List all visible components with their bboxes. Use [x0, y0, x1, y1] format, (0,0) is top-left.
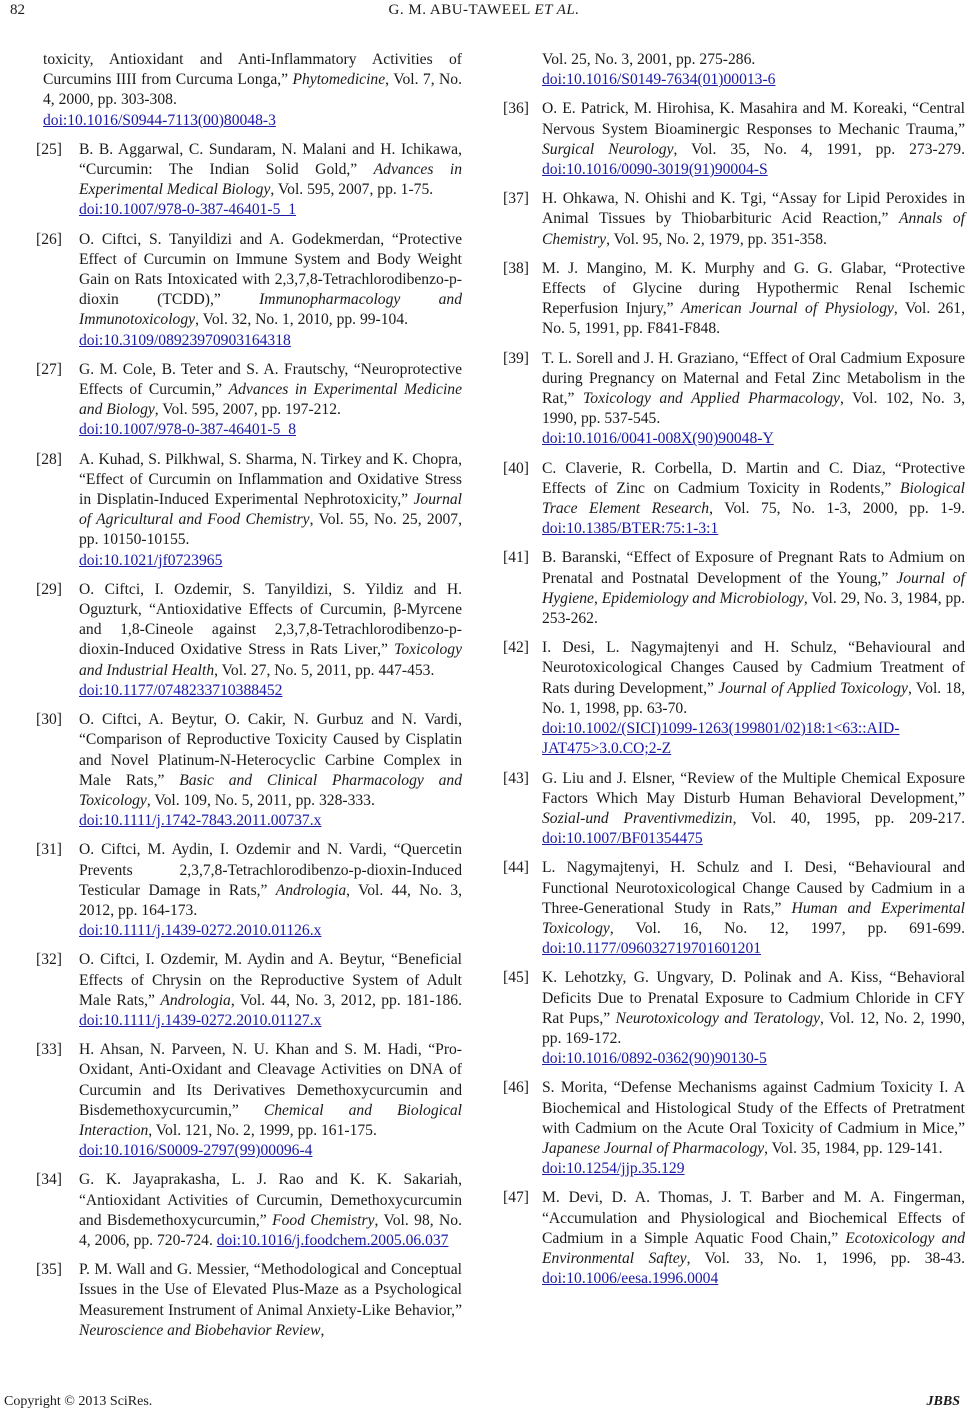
reference-text: , Vol. 55, No. 25, 2007, pp. 10150-10155. — [79, 511, 463, 549]
reference-text: I. Desi, L. Nagymajtenyi and H. Schulz, “Behavioural and Neurotoxicological Changes Caused by Cadmium Treatment of Rats during Development,” — [542, 639, 965, 697]
doi-link[interactable]: doi:10.1021/jf0723965 — [79, 551, 223, 569]
reference-number: [47] — [503, 1189, 529, 1207]
journal-name: Biological Trace Element Research — [542, 479, 965, 518]
reference-entry — [503, 259, 965, 340]
page-footer — [0, 1394, 968, 1414]
reference-text: , Vol. 35, 1984, pp. 129-141. — [764, 1139, 943, 1157]
journal-name: Surgical Neurology — [542, 140, 674, 158]
reference-entry — [36, 1170, 462, 1251]
reference-number: [32] — [36, 951, 62, 969]
doi-link[interactable]: doi:10.1016/j.foodchem.2005.06.037 — [216, 1231, 449, 1249]
reference-text: , Vol. 109, No. 5, 2011, pp. 328-333. — [146, 791, 375, 809]
journal-name: Basic and Clinical Pharmacology and Toxicology — [79, 771, 462, 809]
reference-text: T. L. Sorell and J. H. Graziano, “Effect of Oral Cadmium Exposure during Pregnancy on Maternal and Fetal Zinc Metabolism in the Rat,” — [542, 349, 965, 408]
reference-text: H. Ahsan, N. Parveen, N. U. Khan and S. M. Hadi, “Pro-Oxidant, Anti-Oxidant and Cleavage Activities on DNA of Curcumin and Its Derivatives Demethoxycurcumin and Bisdemethoxycurcumin,” — [79, 1041, 462, 1119]
reference-entry — [503, 1188, 965, 1289]
reference-number: [46] — [503, 1079, 529, 1097]
reference-number: [27] — [36, 360, 62, 378]
reference-text: H. Ohkawa, N. Ohishi and K. Tgi, “Assay for Lipid Peroxides in Animal Tissues by Thiobarbituric Acid Reaction,” — [542, 190, 965, 228]
doi-link[interactable]: doi:10.1111/j.1439-0272.2010.01127.x — [79, 1011, 322, 1029]
reference-number: [34] — [36, 1171, 62, 1189]
reference-text: G. Liu and J. Elsner, “Review of the Multiple Chemical Exposure Factors Which May Disturb Human Behavioral Development,” — [542, 769, 965, 807]
reference-number: [35] — [36, 1261, 62, 1279]
reference-entry — [503, 99, 965, 180]
reference-text: L. Nagymajtenyi, H. Schulz and I. Desi, “Behavioural and Functional Neurotoxicological Change Caused by Cadmium in a Three-Generational Study in Rats,” — [542, 859, 965, 917]
reference-text: O. Ciftci, M. Aydin, I. Ozdemir and N. Vardi, “Quercetin Prevents 2,3,7,8-Tetrachlorodibenzo-p-dioxin-Induced Testicular Damage in Rats,” — [79, 841, 462, 899]
doi-link[interactable]: doi:10.1016/S0944-7113(00)80048-3 — [43, 111, 276, 129]
reference-text: O. Ciftci, I. Ozdemir, S. Tanyildizi, S. Yildiz and H. Oguzturk, “Antioxidative Effects of Curcumin, β-Myrcene and 1,8-Cineole against 2,3,7,8-Tetrachlorodibenzo-p-dioxin-Induced Oxidative Stress in Rats Liver,” — [79, 580, 462, 659]
reference-text: , Vol. 32, No. 1, 2010, pp. 99-104. — [195, 311, 409, 329]
reference-text: A. Kuhad, S. Pilkhwal, S. Sharma, N. Tirkey and K. Chopra, “Effect of Curcumin on Inflammation and Oxidative Stress in Displatin-Induced Experimental Nephrotoxicity,” — [79, 450, 462, 509]
journal-name: Annals of Chemistry — [542, 210, 965, 248]
journal-name: American Journal of Physiology — [681, 300, 894, 318]
right-reference-column — [503, 50, 965, 1298]
reference-entry — [36, 950, 462, 1031]
reference-number: [40] — [503, 459, 529, 477]
reference-text: , Vol. 98, No. 4, 2006, pp. 720-724. — [79, 1211, 462, 1249]
reference-text: , Vol. 16, No. 12, 1997, pp. 691-699. — [609, 919, 965, 937]
copyright-notice: Copyright © 2013 SciRes. — [4, 1394, 153, 1409]
reference-number: [28] — [36, 450, 62, 468]
journal-abbreviation: JBBS — [926, 1394, 960, 1409]
doi-link[interactable]: doi:10.1007/BF01354475 — [542, 830, 703, 848]
page-header — [0, 0, 968, 26]
reference-text: , Vol. 35, No. 4, 1991, pp. 273-279. — [673, 140, 965, 158]
journal-name: Neurotoxicology and Teratology — [615, 1009, 821, 1027]
left-reference-column — [36, 50, 462, 1350]
reference-entry — [503, 548, 965, 629]
doi-link[interactable]: doi:10.1016/0090-3019(91)90004-S — [542, 161, 768, 179]
journal-name: Journal of Hygiene — [542, 569, 966, 607]
reference-text: , Vol. 44, No. 3, 2012, pp. 164-173. — [79, 881, 462, 919]
reference-entry — [36, 1040, 462, 1161]
reference-entry — [503, 459, 965, 540]
doi-link[interactable]: doi:10.1016/0892-0362(90)90130-5 — [542, 1050, 767, 1068]
journal-name: Advances in Experimental Medicine and Biology — [79, 381, 462, 419]
reference-number: [38] — [503, 259, 529, 277]
reference-number: [42] — [503, 639, 529, 657]
doi-link[interactable]: doi:10.1111/j.1742-7843.2011.00737.x — [79, 812, 322, 830]
reference-entry — [36, 710, 462, 831]
reference-entry — [503, 50, 965, 90]
reference-text: , Vol. 7, No. 4, 2000, pp. 303-308. — [43, 71, 462, 109]
running-head-authors: G. M. ABU-TAWEEL — [388, 2, 531, 18]
journal-name: Sozial-und Praventivmedizin — [542, 809, 733, 827]
journal-name: Advances in Experimental Medical Biology — [79, 161, 462, 199]
reference-entry — [36, 450, 462, 571]
doi-link[interactable]: doi:10.1177/096032719701601201 — [542, 940, 762, 958]
journal-name: Ecotoxicology and Environmental Saftey — [542, 1229, 965, 1267]
page-number: 82 — [10, 2, 25, 18]
reference-text: , Vol. 102, No. 3, 1990, pp. 537-545. — [542, 390, 965, 428]
doi-link[interactable]: doi:10.1006/eesa.1996.0004 — [542, 1270, 719, 1288]
reference-entry — [36, 140, 462, 221]
reference-text: O. Ciftci, A. Beytur, O. Cakir, N. Gurbuz and N. Vardi, “Comparison of Reproductive Toxicity Caused by Cisplatin and Novel Platinum-N-Heterocyclic Carbine Complex in Male Rats,” — [79, 711, 462, 789]
reference-text: , Vol. 29, No. 3, 1984, pp. 253-262. — [542, 589, 965, 628]
reference-entry — [36, 230, 462, 351]
reference-entry — [503, 769, 965, 850]
journal-name: Neuroscience and Biobehavior Review — [79, 1321, 321, 1339]
reference-text: B. B. Aggarwal, C. Sundaram, N. Malani and H. Ichikawa, “Curcumin: The Indian Solid Gold,” — [79, 140, 462, 179]
doi-link[interactable]: doi:10.1111/j.1439-0272.2010.01126.x — [79, 922, 322, 940]
reference-text: , Vol. 75, No. 1-3, 2000, pp. 1-9. — [709, 500, 965, 518]
reference-number: [29] — [36, 580, 62, 598]
journal-name: Toxicology and Industrial Health — [79, 641, 462, 679]
reference-text: P. M. Wall and G. Messier, “Methodological and Conceptual Issues in the Use of Elevated Plus-Maze as a Psychological Measurement Instrument of Animal Anxiety-Like Behavior,” — [79, 1261, 462, 1319]
reference-entry — [503, 1078, 965, 1179]
reference-text: K. Lehotzky, G. Ungvary, D. Polinak and A. Kiss, “Behavioral Deficits Due to Prenatal Exposure to Cadmium Chloride in CFY Rat Pups,” — [542, 969, 965, 1027]
reference-text: , Vol. 18, No. 1, 1998, pp. 63-70. — [542, 679, 965, 717]
reference-entry — [503, 638, 965, 759]
reference-text: C. Claverie, R. Corbella, D. Martin and C. Diaz, “Protective Effects of Zinc on Cadmium Toxicity in Rodents,” — [542, 459, 965, 497]
reference-number: [31] — [36, 841, 62, 859]
reference-text: , Vol. 595, 2007, pp. 1-75. — [270, 181, 434, 199]
reference-text: M. J. Mangino, M. K. Murphy and G. G. Glabar, “Protective Effects of Glycine during Hypothermic Renal Ischemic Reperfusion Injury,” — [542, 259, 965, 318]
journal-name: Andrologia — [160, 991, 231, 1009]
doi-link[interactable]: doi:10.3109/08923970903164318 — [79, 331, 291, 349]
reference-number: [39] — [503, 349, 529, 367]
reference-number: [37] — [503, 190, 529, 208]
reference-number: [45] — [503, 969, 529, 987]
journal-name: Andrologia — [275, 881, 347, 899]
reference-number: [33] — [36, 1041, 62, 1059]
reference-text: Vol. 25, No. 3, 2001, pp. 275-286. — [542, 51, 756, 68]
reference-text: , — [320, 1321, 325, 1339]
reference-text: , Vol. 27, No. 5, 2011, pp. 447-453. — [214, 661, 435, 679]
reference-text: S. Morita, “Defense Mechanisms against Cadmium Toxicity I. A Biochemical and Histological Study of the Effects of Pretratment with Cadmium on the Acute Oral Toxicity of Cadmium in Mice,” — [542, 1079, 965, 1137]
running-head-etal: ET AL. — [534, 2, 580, 18]
reference-number: [25] — [36, 140, 62, 158]
reference-number: [26] — [36, 230, 62, 248]
reference-entry — [503, 189, 965, 250]
reference-text: , Vol. 595, 2007, pp. 197-212. — [154, 401, 341, 419]
reference-text: M. Devi, D. A. Thomas, J. T. Barber and M. A. Fingerman, “Accumulation and Physiological and Biochemical Effects of Cadmium in a Simple Aquatic Food Chain,” — [542, 1189, 965, 1247]
doi-link[interactable]: doi:10.1254/jjp.35.129 — [542, 1160, 685, 1178]
doi-link[interactable]: doi:10.1177/0748233710388452 — [79, 681, 283, 699]
reference-entry — [36, 580, 462, 701]
reference-number: [43] — [503, 769, 529, 787]
reference-entry — [503, 968, 965, 1069]
reference-text: G. K. Jayaprakasha, L. J. Rao and K. K. Sakariah, “Antioxidant Activities of Curcumin, Demethoxycurcumin and Bisdemethoxycurcumin,” — [79, 1171, 462, 1229]
reference-text: , Vol. 40, 1995, pp. 209-217. — [732, 809, 965, 827]
reference-text: B. Baranski, “Effect of Exposure of Pregnant Rats to Admium on Prenatal and Postnatal Development of the Young,” — [542, 549, 965, 587]
journal-name: Epidemiology and Microbiology — [601, 589, 804, 607]
doi-link[interactable]: doi:10.1385/BTER:75:1-3:1 — [542, 520, 719, 538]
reference-text: , Vol. 261, No. 5, 1991, pp. F841-F848. — [542, 300, 965, 338]
reference-number: [41] — [503, 549, 529, 567]
reference-text: O. Ciftci, S. Tanyildizi and A. Godekmerdan, “Protective Effect of Curcumin on Immune System and Body Weight Gain on Rats Intoxicated with 2,3,7,8-Tetrachlorodibenzo-p-dioxin (TCDD),” — [79, 230, 462, 309]
reference-text: O. Ciftci, I. Ozdemir, M. Aydin and A. Beytur, “Beneficial Effects of Chrysin on the Reproductive System of Adult Male Rats,” — [79, 951, 462, 1009]
reference-text: G. M. Cole, B. Teter and S. A. Frautschy, “Neuroprotective Effects of Curcumin,” — [79, 360, 462, 399]
reference-number: [30] — [36, 711, 62, 729]
reference-entry — [503, 349, 965, 450]
doi-link[interactable]: doi:10.1007/978-0-387-46401-5_1 — [79, 201, 296, 219]
reference-text: , Vol. 95, No. 2, 1979, pp. 351-358. — [606, 230, 827, 248]
reference-entry — [36, 50, 462, 131]
journal-name: Phytomedicine — [292, 71, 386, 89]
doi-link[interactable]: doi:10.1016/0041-008X(90)90048-Y — [542, 430, 774, 448]
reference-text: toxicity, Antioxidant and Anti-Inflammatory Activities of Curcumins IIII from Curcuma Longa,” — [43, 51, 462, 89]
reference-entry — [503, 858, 965, 959]
reference-text: O. E. Patrick, M. Hirohisa, K. Masahira and M. Koreaki, “Central Nervous System Bioaminergic Responses to Mechanic Trauma,” — [542, 100, 965, 138]
reference-text: , Vol. 44, No. 3, 2012, pp. 181-186. — [230, 991, 462, 1009]
reference-number: [36] — [503, 100, 529, 118]
journal-name: Food Chemistry — [272, 1211, 375, 1229]
running-head — [0, 2, 968, 19]
reference-entry — [36, 1260, 462, 1341]
journal-name: Chemical and Biological Interaction — [79, 1101, 462, 1139]
doi-link[interactable]: doi:10.1007/978-0-387-46401-5_8 — [79, 421, 296, 439]
journal-name: Immunopharmacology and Immunotoxicology — [79, 291, 462, 329]
journal-name: Human and Experimental Toxicology — [542, 899, 965, 937]
reference-entry — [36, 360, 462, 441]
reference-text: , Vol. 121, No. 2, 1999, pp. 161-175. — [148, 1121, 377, 1139]
doi-link[interactable]: doi:10.1016/S0149-7634(01)00013-6 — [542, 71, 776, 89]
journal-name: Japanese Journal of Pharmacology — [542, 1139, 765, 1157]
reference-text: , — [593, 589, 602, 607]
reference-text: , Vol. 33, No. 1, 1996, pp. 38-43. — [686, 1249, 966, 1267]
reference-text: , Vol. 12, No. 2, 1990, pp. 169-172. — [542, 1009, 965, 1047]
journal-name: Journal of Agricultural and Food Chemistry — [79, 491, 462, 529]
doi-link[interactable]: doi:10.1002/(SICI)1099-1263(199801/02)18:1<63::AID-JAT475>3.0.CO;2-Z — [542, 720, 900, 758]
doi-link[interactable]: doi:10.1016/S0009-2797(99)00096-4 — [79, 1142, 313, 1160]
journal-name: Journal of Applied Toxicology — [718, 679, 908, 697]
reference-number: [44] — [503, 859, 529, 877]
journal-name: Toxicology and Applied Pharmacology — [583, 390, 840, 408]
reference-entry — [36, 840, 462, 941]
